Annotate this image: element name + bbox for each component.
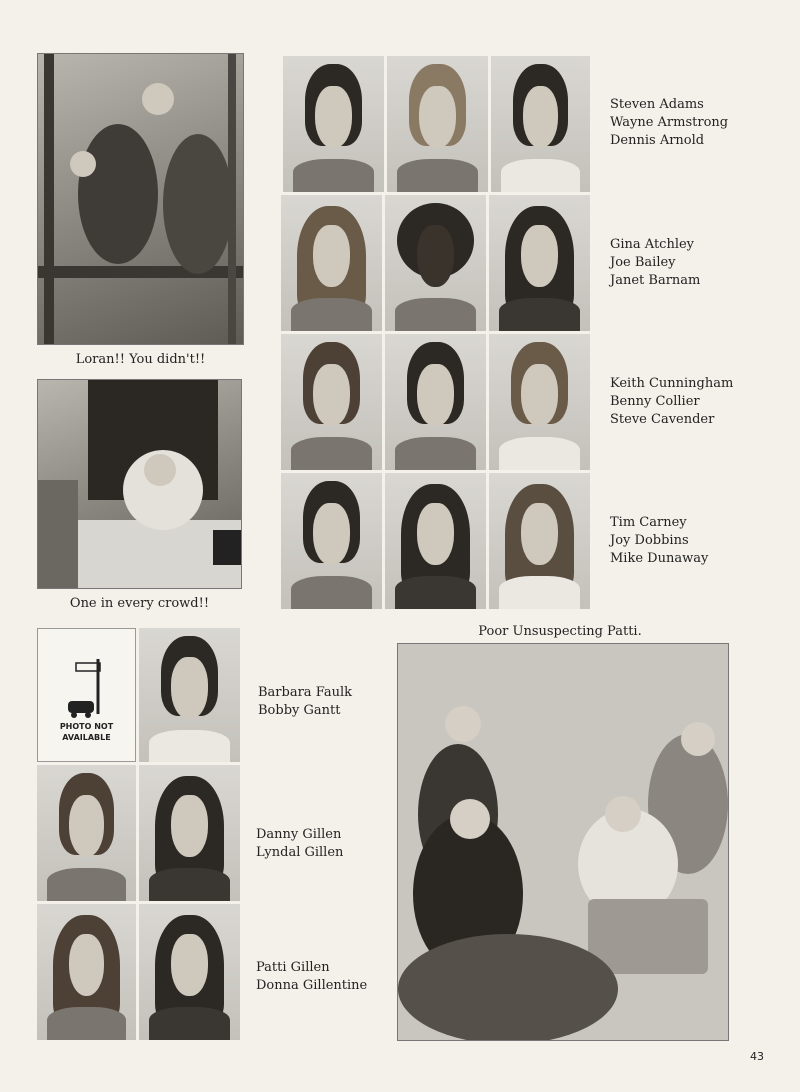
portrait-joy-dobbins [385,473,486,609]
portrait-janet-barnam [489,195,590,331]
name-group-3 [610,375,733,429]
window-frame-graphic [38,54,244,345]
student-name: Mike Dunaway [610,551,709,566]
portrait-steven-adams [283,56,384,192]
student-name: Wayne Armstrong [610,115,729,130]
portrait-gina-atchley [281,195,382,331]
caption-top-photo: Loran!! You didn't!! [75,352,206,367]
student-name: Gina Atchley [610,237,695,252]
student-name: Joe Bailey [610,255,676,270]
candid-photo-window [37,53,244,345]
not-available-label: PHOTO NOT AVAILABLE [59,722,114,742]
student-name: Steven Adams [610,97,704,112]
student-name: Barbara Faulk [258,685,352,700]
photo-not-available [37,628,136,762]
portrait-patti-gillen [37,904,136,1040]
name-group-2 [610,236,700,290]
student-name: Keith Cunningham [610,376,734,391]
name-group-7 [256,959,367,995]
student-name: Joy Dobbins [610,533,689,548]
student-name: Dennis Arnold [610,133,705,148]
name-group-5 [258,684,352,720]
candid-photo-typewriter [397,643,729,1041]
candid-photo-classroom [37,379,242,589]
portrait-danny-gillen [37,765,136,901]
name-group-1 [610,96,728,150]
portrait-tim-carney [281,473,382,609]
not-available-icon [68,659,108,719]
student-name: Tim Carney [610,515,687,530]
student-name: Donna Gillentine [256,978,368,993]
caption-bottom-photo: Poor Unsuspecting Patti. [478,624,642,639]
page-number: 43 [750,1050,764,1063]
portrait-dennis-arnold [491,56,590,192]
portrait-joe-bailey [385,195,486,331]
classroom-graphic [38,380,242,589]
student-name: Janet Barnam [610,273,701,288]
portrait-mike-dunaway [489,473,590,609]
name-group-4 [610,514,708,568]
student-name: Benny Collier [610,394,700,409]
portrait-bobby-gantt [139,628,240,762]
student-name: Danny Gillen [256,827,342,842]
portrait-wayne-armstrong [387,56,488,192]
portrait-lyndal-gillen [139,765,240,901]
portrait-keith-cunningham [281,334,382,470]
student-name: Steve Cavender [610,412,715,427]
portrait-benny-collier [385,334,486,470]
student-name: Lyndal Gillen [256,845,344,860]
name-group-6 [256,826,343,862]
caption-middle-photo: One in every crowd!! [69,596,210,611]
portrait-donna-gillentine [139,904,240,1040]
typewriter-scene-graphic [398,644,729,1041]
student-name: Patti Gillen [256,960,330,975]
student-name: Bobby Gantt [258,703,341,718]
portrait-steve-cavender [489,334,590,470]
